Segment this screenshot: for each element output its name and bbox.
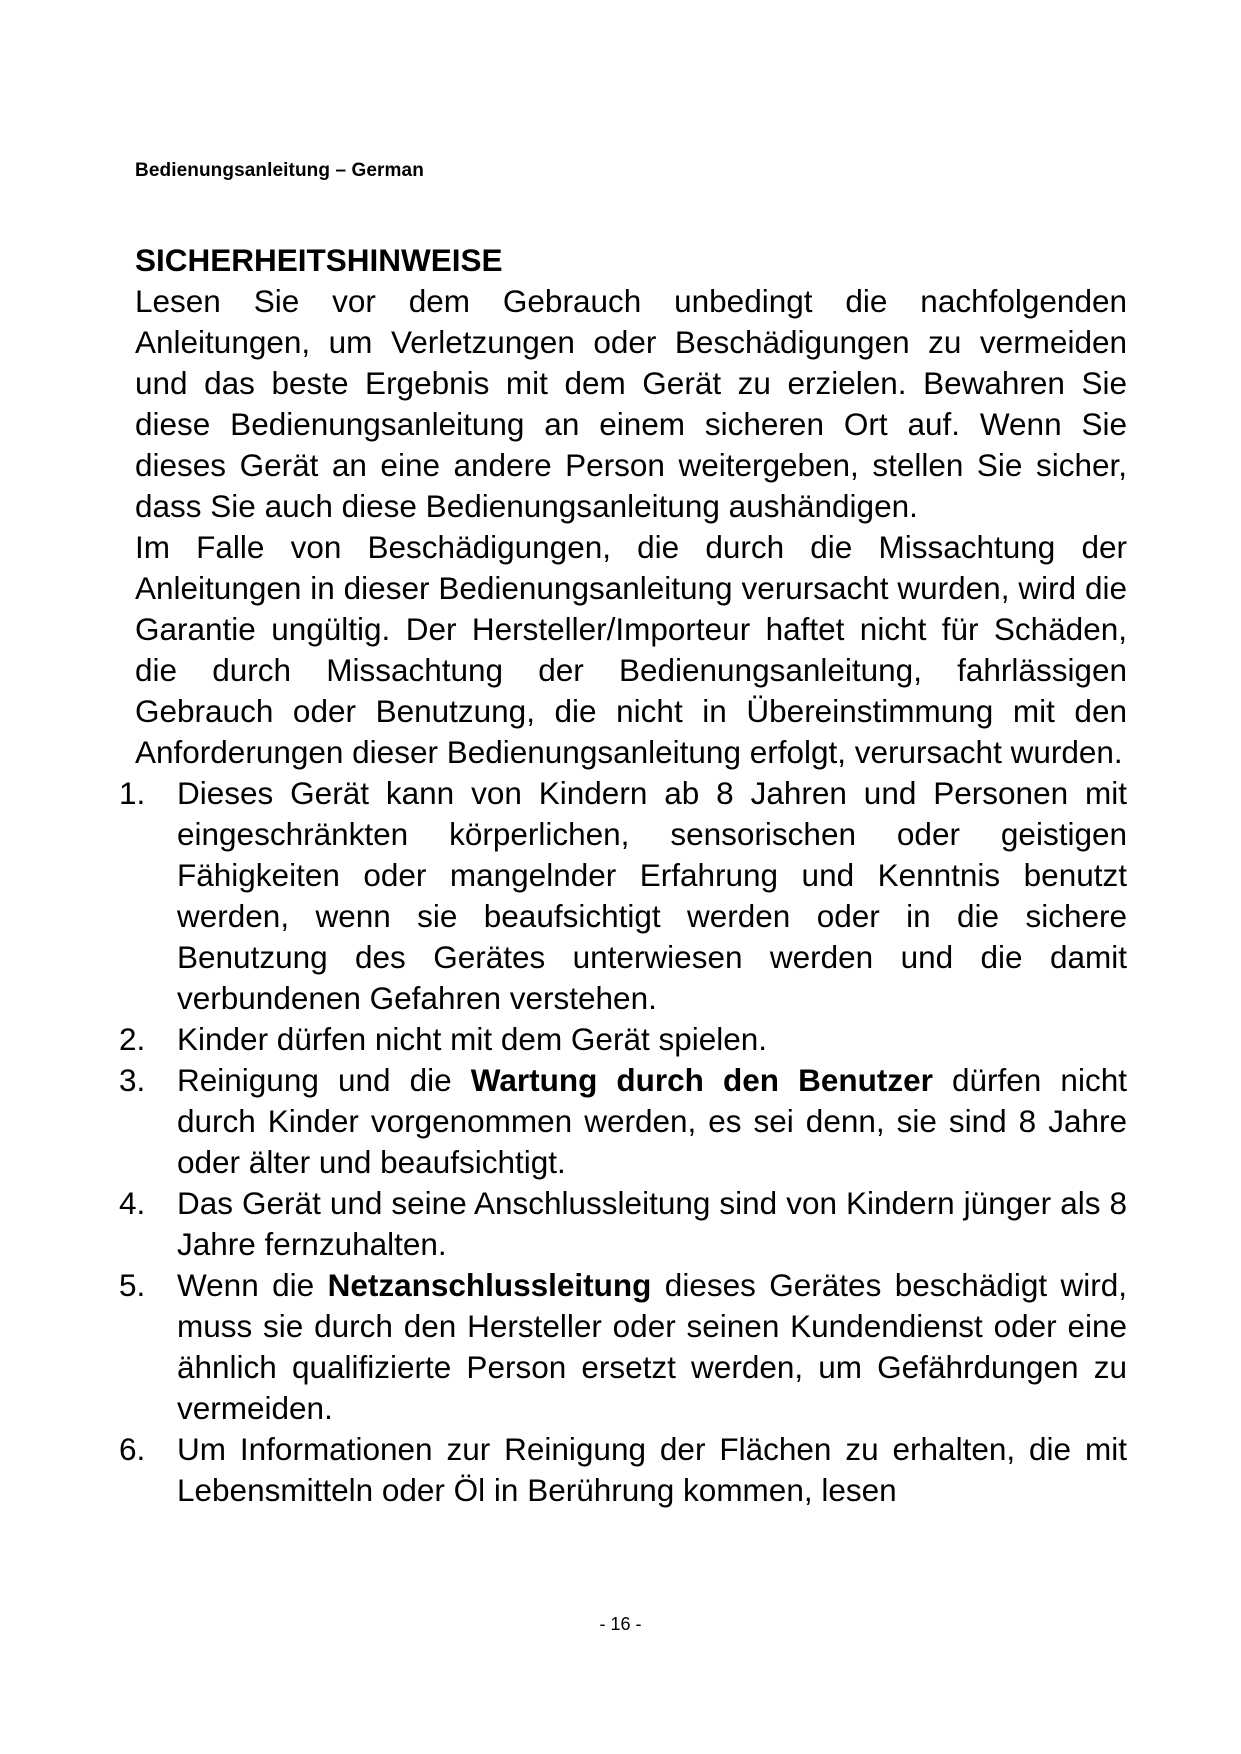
section-title: SICHERHEITSHINWEISE [135, 242, 503, 278]
list-item-text-start: Reinigung und die [177, 1062, 471, 1098]
page-number: - 16 - [599, 1614, 642, 1634]
list-item-number: 4. [119, 1185, 146, 1221]
list-item [119, 1019, 1127, 1060]
list-item-text-start: Wenn die [177, 1267, 328, 1303]
list-item-text: Dieses Gerät kann von Kindern ab 8 Jahren und Personen mit eingeschränkten körperlichen, sensorischen oder geistigen Fähigkeiten oder mangelnder Erfahrung und Kenntnis benutzt werden, wenn sie beaufsichtigt werden oder in die sichere Benutzung des Gerätes unterwiesen werden und die damit verbundenen Gefahren verstehen. [177, 775, 1127, 1016]
list-item [119, 1183, 1127, 1265]
intro-paragraph-2: Im Falle von Beschädigungen, die durch die Missachtung der Anleitungen in dieser Bedienungsanleitung verursacht wurden, wird die Garantie ungültig. Der Hersteller/Importeur haftet nicht für Schäden, die durch Missachtung der Bedienungsanleitung, fahrlässigen Gebrauch oder Benutzung, die nicht in Übereinstimmung mit den Anforderungen dieser Bedienungsanleitung erfolgt, verursacht wurden. [135, 529, 1127, 770]
list-item-text: Kinder dürfen nicht mit dem Gerät spielen. [177, 1021, 768, 1057]
list-item-text: Um Informationen zur Reinigung der Flächen zu erhalten, die mit Lebensmitteln oder Öl in Berührung kommen, lesen [177, 1431, 1127, 1508]
safety-rules-list [119, 773, 1128, 1511]
list-item-number: 3. [119, 1062, 146, 1098]
document-header: Bedienungsanleitung – German [135, 160, 424, 181]
list-item-text: Das Gerät und seine Anschlussleitung sind von Kindern jünger als 8 Jahre fernzuhalten. [177, 1185, 1127, 1262]
list-item-bold-text: Netzanschlussleitung [327, 1267, 652, 1303]
intro-paragraph-1: Lesen Sie vor dem Gebrauch unbedingt die nachfolgenden Anleitungen, um Verletzungen oder Beschädigungen zu vermeiden und das beste Ergebnis mit dem Gerät zu erzielen. Bewahren Sie diese Bedienungsanleitung an einem sicheren Ort auf. Wenn Sie dieses Gerät an eine andere Person weitergeben, stellen Sie sicher, dass Sie auch diese Bedienungsanleitung aushändigen. [135, 283, 1127, 524]
list-item-number: 1. [119, 775, 146, 811]
list-item [119, 773, 1127, 1019]
list-item-text-end: dieses Gerätes beschädigt wird, muss sie durch den Hersteller oder seinen Kundendienst oder eine ähnlich qualifizierte Person ersetzt werden, um Gefährdungen zu vermeiden. [177, 1267, 1128, 1426]
list-item [119, 1060, 1127, 1183]
list-item-number: 6. [119, 1431, 146, 1467]
main-content [119, 240, 1128, 1511]
list-item [119, 1265, 1128, 1429]
list-item-text-end: dürfen nicht durch Kinder vorgenommen werden, es sei denn, sie sind 8 Jahre oder älter und beaufsichtigt. [177, 1062, 1127, 1180]
list-item-bold-text: Wartung durch den Benutzer [470, 1062, 933, 1098]
list-item-number: 2. [119, 1021, 146, 1057]
list-item-number: 5. [119, 1267, 146, 1303]
list-item [119, 1429, 1127, 1511]
